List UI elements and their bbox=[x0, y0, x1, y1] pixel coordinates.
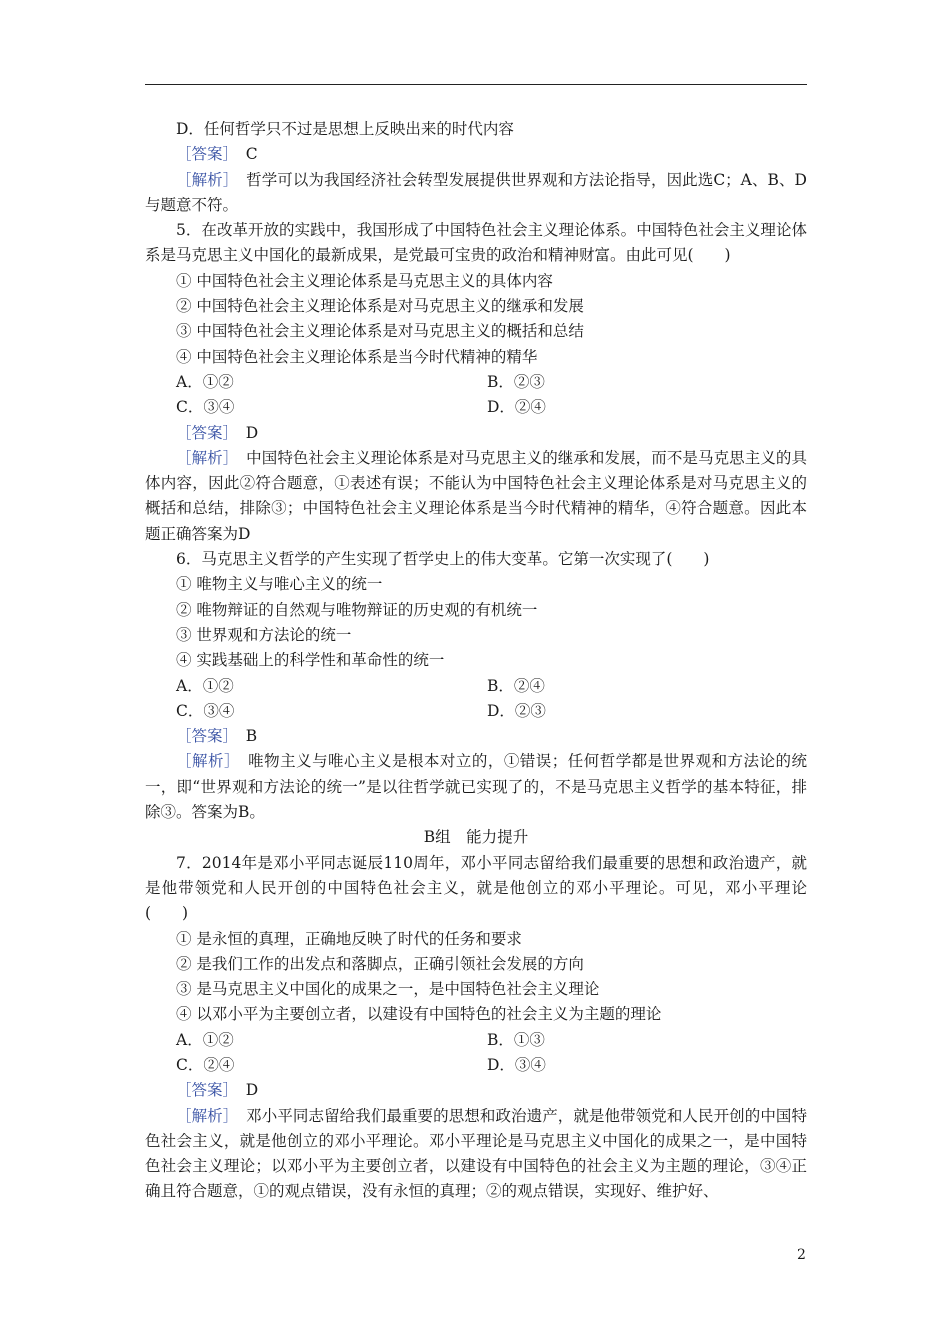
q7-answer bbox=[145, 1078, 807, 1103]
page-number: 2 bbox=[797, 1247, 806, 1263]
q5-item-2: ② 中国特色社会主义理论体系是对马克思主义的继承和发展 bbox=[176, 297, 584, 316]
answer-tag: ［答案］ bbox=[176, 1081, 231, 1100]
q6-option-a: A．①② bbox=[176, 676, 234, 695]
q6-option-d: D．②③ bbox=[487, 701, 546, 720]
q5-options-row-1 bbox=[145, 370, 807, 395]
q7-item-1: ① 是永恒的真理，正确地反映了时代的任务和要求 bbox=[176, 929, 522, 948]
analysis-tag: ［解析］ bbox=[176, 170, 231, 189]
q7-options-row-1 bbox=[145, 1028, 807, 1053]
q6-item-2: ② 唯物辩证的自然观与唯物辩证的历史观的有机统一 bbox=[176, 600, 538, 619]
section-heading: B组 能力提升 bbox=[423, 828, 529, 847]
q7-option-a: A．①② bbox=[176, 1030, 234, 1049]
q5-options-row-2 bbox=[145, 395, 807, 420]
q7-option-c: C．②④ bbox=[176, 1055, 235, 1074]
answer-value: D bbox=[245, 423, 259, 442]
answer-value: D bbox=[245, 1081, 259, 1100]
q6-option-c: C．③④ bbox=[176, 701, 235, 720]
answer-value: C bbox=[245, 145, 258, 164]
analysis-tag: ［解析］ bbox=[176, 448, 231, 467]
answer-tag: ［答案］ bbox=[176, 727, 231, 746]
q6-option-b: B．②④ bbox=[487, 676, 545, 695]
q5-item-1: ① 中国特色社会主义理论体系是马克思主义的具体内容 bbox=[176, 271, 553, 290]
q7-option-b: B．①③ bbox=[487, 1030, 545, 1049]
q6-answer bbox=[145, 724, 807, 749]
q5-option-a: A．①② bbox=[176, 372, 234, 391]
q5-item-4: ④ 中国特色社会主义理论体系是当今时代精神的精华 bbox=[176, 347, 538, 366]
q5-option-b: B．②③ bbox=[487, 372, 545, 391]
analysis-text: 中国特色社会主义理论体系是对马克思主义的继承和发展，而不是马克思主义的具体内容，因此②符合题意，①表述有误；不能认为中国特色社会主义理论体系是对马克思主义的概括和总结，排除③；中国特色社会主义理论体系是当今时代精神的精华，④符合题意。因此本题正确答案为D bbox=[145, 448, 807, 543]
analysis-text: 唯物主义与唯心主义是根本对立的，①错误；任何哲学都是世界观和方法论的统一，即“世界观和方法论的统一”是以往哲学就已实现了的，不是马克思主义哲学的基本特征，排除③。答案为B。 bbox=[145, 752, 807, 822]
page-body bbox=[145, 117, 807, 1205]
q7-stem: 7．2014年是邓小平同志诞辰110周年，邓小平同志留给我们最重要的思想和政治遗产，就是他带领党和人民开创的中国特色社会主义，就是他创立的邓小平理论。可见，邓小平理论( ) bbox=[145, 853, 807, 923]
analysis-tag: ［解析］ bbox=[176, 1106, 231, 1125]
q4-answer bbox=[145, 142, 807, 167]
q7-analysis bbox=[145, 1104, 807, 1205]
q7-item-3: ③ 是马克思主义中国化的成果之一，是中国特色社会主义理论 bbox=[176, 980, 600, 999]
answer-value: B bbox=[245, 727, 258, 746]
q4-analysis bbox=[145, 168, 807, 219]
analysis-text: 邓小平同志留给我们最重要的思想和政治遗产，就是他带领党和人民开创的中国特色社会主义，就是他创立的邓小平理论。邓小平理论是马克思主义中国化的成果之一，是中国特色社会主义理论；以邓小平为主要创立者，以建设有中国特色的社会主义为主题的理论，③④正确且符合题意，①的观点错误，没有永恒的真理；②的观点错误，实现好、维护好、 bbox=[145, 1106, 807, 1201]
q7-options-row-2 bbox=[145, 1053, 807, 1078]
header-rule bbox=[145, 84, 807, 85]
q7-item-2: ② 是我们工作的出发点和落脚点，正确引领社会发展的方向 bbox=[176, 954, 584, 973]
q7-item-4: ④ 以邓小平为主要创立者，以建设有中国特色的社会主义为主题的理论 bbox=[176, 1005, 662, 1024]
answer-tag: ［答案］ bbox=[176, 423, 231, 442]
analysis-tag: ［解析］ bbox=[176, 752, 233, 771]
answer-tag: ［答案］ bbox=[176, 145, 231, 164]
q6-options-row-1 bbox=[145, 674, 807, 699]
q6-item-1: ① 唯物主义与唯心主义的统一 bbox=[176, 575, 383, 594]
analysis-text: 哲学可以为我国经济社会转型发展提供世界观和方法论指导，因此选C；A、B、D与题意不符。 bbox=[145, 170, 807, 214]
q5-option-d: D．②④ bbox=[487, 398, 546, 417]
q5-analysis bbox=[145, 446, 807, 547]
q5-answer bbox=[145, 421, 807, 446]
q6-stem: 6．马克思主义哲学的产生实现了哲学史上的伟大变革。它第一次实现了( ) bbox=[176, 550, 710, 569]
q7-option-d: D．③④ bbox=[487, 1055, 546, 1074]
q6-analysis bbox=[145, 749, 807, 825]
q6-item-4: ④ 实践基础上的科学性和革命性的统一 bbox=[176, 651, 445, 670]
q5-stem: 5．在改革开放的实践中，我国形成了中国特色社会主义理论体系。中国特色社会主义理论体系是马克思主义中国化的最新成果，是党最可宝贵的政治和精神财富。由此可见( ) bbox=[145, 221, 807, 265]
q6-item-3: ③ 世界观和方法论的统一 bbox=[176, 625, 352, 644]
q5-option-c: C．③④ bbox=[176, 398, 235, 417]
q6-options-row-2 bbox=[145, 699, 807, 724]
q4-option-d: D．任何哲学只不过是思想上反映出来的时代内容 bbox=[176, 120, 514, 138]
q5-item-3: ③ 中国特色社会主义理论体系是对马克思主义的概括和总结 bbox=[176, 322, 584, 341]
